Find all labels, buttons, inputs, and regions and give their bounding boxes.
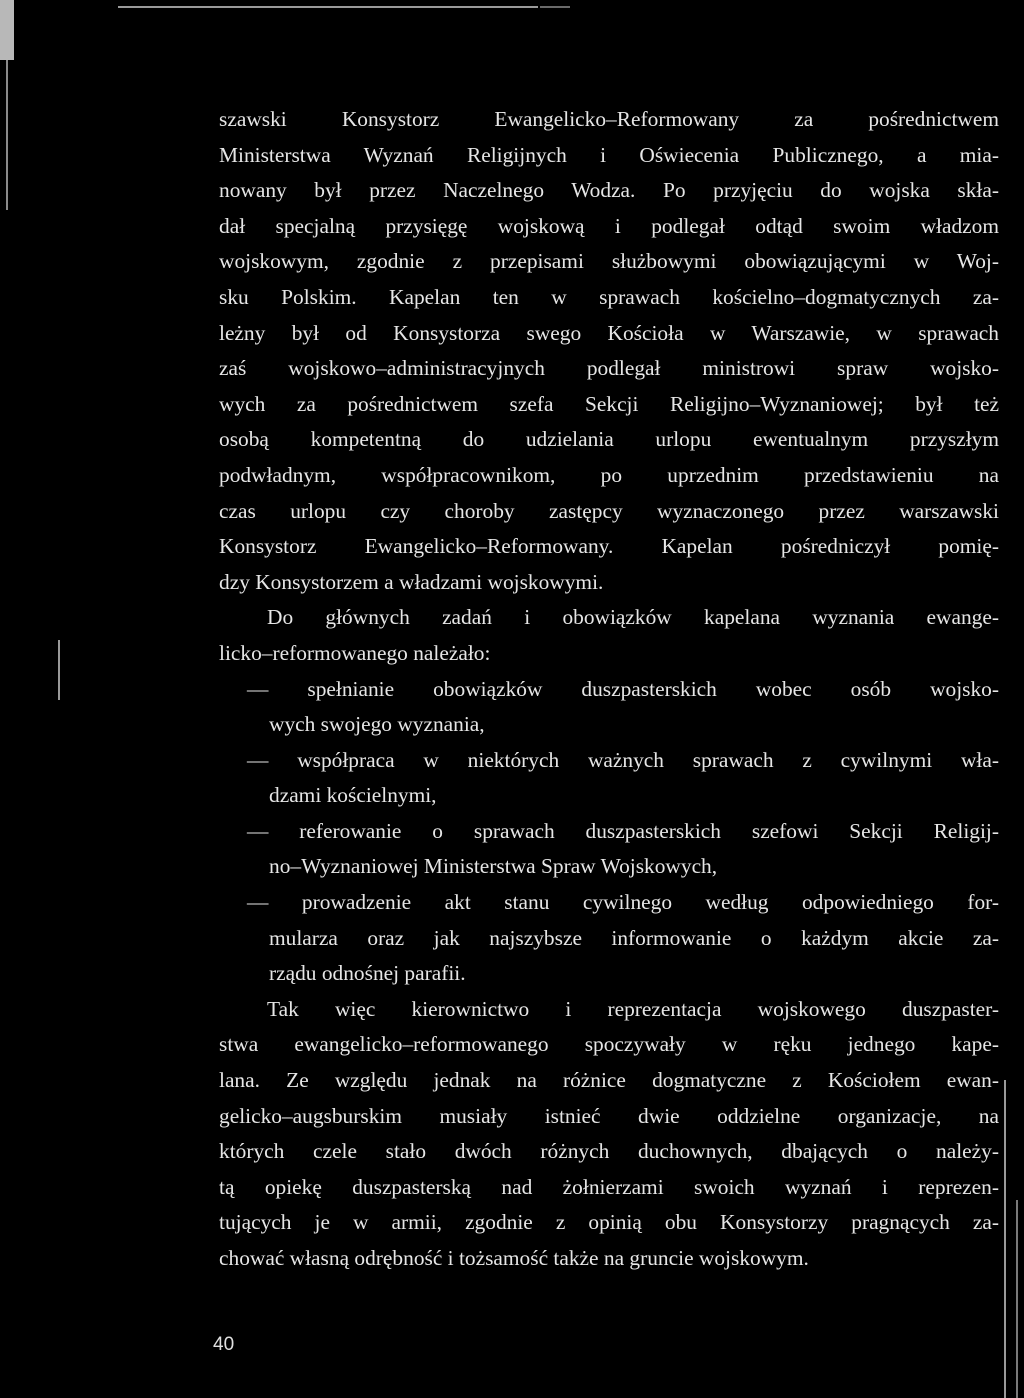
text-line: wojskowym, zgodnie z przepisami służbowymi obowiązującymi w Woj- — [219, 249, 999, 274]
text-line: czas urlopu czy choroby zastępcy wyznaczonego przez warszawski — [219, 498, 999, 523]
text-line: chować własną odrębność i tożsamość także na gruncie wojskowym. — [219, 1246, 809, 1270]
text-line: dzy Konsystorzem a władzami wojskowymi. — [219, 569, 604, 594]
text-line: których czele stało dwóch różnych duchownych, dbających o należy- — [219, 1139, 999, 1164]
list-item: — prowadzenie akt stanu cywilnego według odpowiedniego for- — [247, 890, 999, 915]
page-body — [219, 102, 999, 1277]
list-item: — współpraca w niektórych ważnych sprawach z cywilnymi wła- — [247, 747, 999, 772]
list-item-continuation: wych swojego wyznania, — [269, 712, 485, 737]
list-item-continuation: rządu odnośnej parafii. — [269, 961, 466, 986]
list-item: — referowanie o sprawach duszpasterskich szefowi Sekcji Religij- — [247, 818, 999, 843]
text-line: Ministerstwa Wyznań Religijnych i Oświecenia Publicznego, a mia- — [219, 142, 999, 167]
list-item-continuation: no–Wyznaniowej Ministerstwa Spraw Wojskowych, — [269, 854, 718, 879]
scan-artifact-top — [118, 6, 538, 8]
scan-artifact-left-mark — [58, 640, 60, 700]
scan-artifact-left-edge — [0, 0, 14, 60]
text-line: gelicko–augsburskim musiały istnieć dwie oddzielne organizacje, na — [219, 1103, 999, 1128]
text-line: Konsystorz Ewangelicko–Reformowany. Kapelan pośredniczył pomię- — [219, 534, 999, 559]
text-line: zaś wojskowo–administracyjnych podlegał ministrowi spraw wojsko- — [219, 356, 999, 381]
text-line: Tak więc kierownictwo i reprezentacja wojskowego duszpaster- — [267, 996, 999, 1021]
text-line: stwa ewangelicko–reformowanego spoczywały w ręku jednego kape- — [219, 1032, 999, 1057]
text-line: wych za pośrednictwem szefa Sekcji Religijno–Wyznaniowej; był też — [219, 391, 999, 416]
scan-artifact-right-line-2 — [1016, 1200, 1018, 1398]
scan-artifact-left-line — [6, 60, 8, 210]
text-line: szawski Konsystorz Ewangelicko–Reformowany za pośrednictwem — [219, 107, 999, 131]
text-line: leżny był od Konsystorza swego Kościoła w Warszawie, w sprawach — [219, 320, 999, 345]
list-item-continuation: mularza oraz jak najszybsze informowanie o każdym akcie za- — [269, 925, 999, 950]
scan-artifact-right-line — [1004, 1080, 1006, 1398]
text-line: tą opiekę duszpasterską nad żołnierzami swoich wyznań i reprezen- — [219, 1174, 999, 1199]
text-line: lana. Ze względu jednak na różnice dogmatyczne z Kościołem ewan- — [219, 1068, 999, 1093]
text-line: podwładnym, współpracownikom, po uprzednim przedstawieniu na — [219, 462, 999, 487]
text-line: nowany był przez Naczelnego Wodza. Po przyjęciu do wojska skła- — [219, 178, 999, 203]
scan-artifact-top-2 — [540, 6, 570, 8]
text-line: Do głównych zadań i obowiązków kapelana wyznania ewange- — [267, 605, 999, 630]
list-item: — spełnianie obowiązków duszpasterskich wobec osób wojsko- — [247, 676, 999, 701]
page-number: 40 — [213, 1334, 235, 1355]
text-line: osobą kompetentną do udzielania urlopu ewentualnym przyszłym — [219, 427, 999, 452]
list-item-continuation: dzami kościelnymi, — [269, 783, 437, 808]
text-line: tujących je w armii, zgodnie z opinią obu Konsystorzy pragnących za- — [219, 1210, 999, 1235]
text-line: dał specjalną przysięgę wojskową i podlegał odtąd swoim władzom — [219, 213, 999, 238]
text-line: licko–reformowanego należało: — [219, 640, 491, 665]
text-line: sku Polskim. Kapelan ten w sprawach kościelno–dogmatycznych za- — [219, 284, 999, 309]
